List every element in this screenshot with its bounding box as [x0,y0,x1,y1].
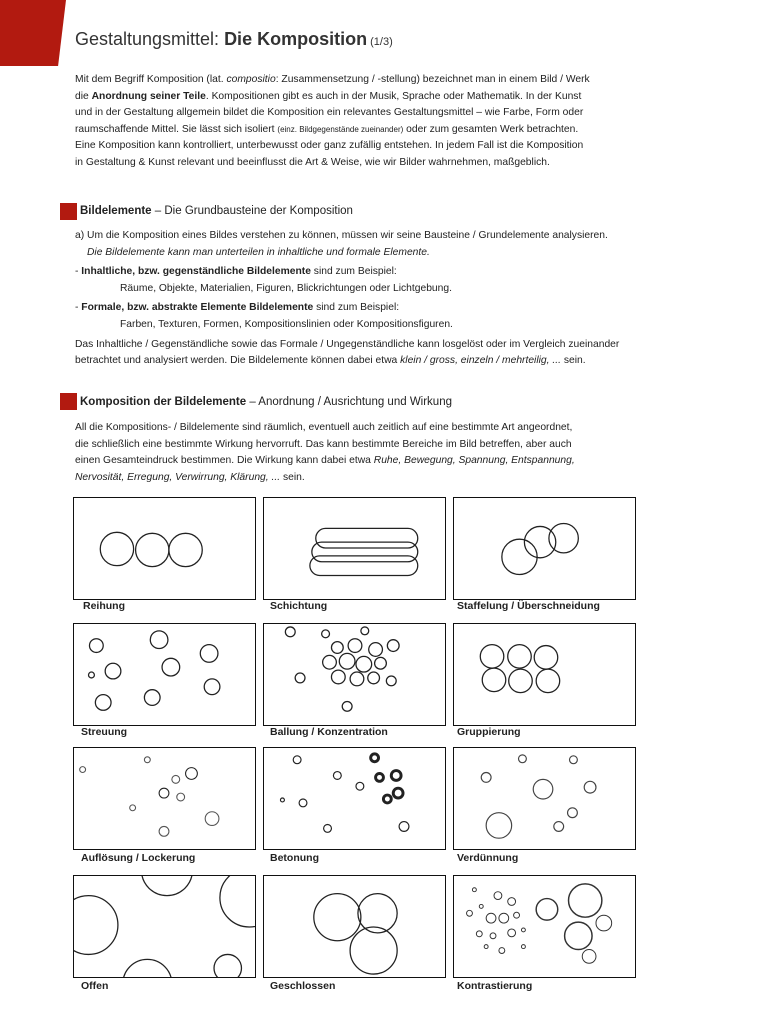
example-label: Reihung [83,600,125,612]
section-bildelemente-text: a) Um die Komposition eines Bildes verstehen zu können, müssen wir seine Bausteine / Grundelemente analysieren. Die Bildelemente kann man unterteilen in inhaltliche und formale Elemente. - Inhaltliche, bzw. gegenständliche Bildelemente sind zum Beispiel: Räume, Objekte, Materialien, Figuren, Blickrichtungen oder Lichtgebung. - Formale, bzw. abstrakte Elemente Bildelemente sind zum Beispiel: Farben, Texturen, Formen, Kompositionslinien oder Kompositionsfiguren. Das Inhaltliche / Gegenständliche sowie das Formale / Ungegenständliche kann losgelöst oder im Vergleich zueinander betrachtet und analysiert werden. Die Bildelemente können dabei etwa klein / gross, einzeln / mehrteilig, ... sein. [75,230,620,367]
example-label: Staffelung / Überschneidung [457,600,600,612]
example-label: Gruppierung [457,726,521,738]
example-kontrastierung [453,875,636,978]
intro-paragraph: Mit dem Begriff Komposition (lat. compositio: Zusammensetzung / -stellung) bezeichnet man in einem Bild / Werk die Anordnung seiner Teile. Kompositionen gibt es auch in der Musik, Sprache oder Mathematik. In der Kunst und in der Gestaltung allgemein bildet die Komposition ein relevantes Gestaltungsmittel – wie Farbe, Form oder raumschaffende Mittel. Sie lässt sich isoliert (einz. Bildgegenstände zueinander) oder zum gesamten Werk betrachten. Eine Komposition kann kontrolliert, unterbewusst oder ganz zufällig entstehen. In jedem Fall ist die Komposition in Gestaltung & Kunst relevant und beeinflusst die Art & Weise, wie wir Bilder wahrnehmen, maßgeblich. [75,74,590,168]
example-label: Geschlossen [270,980,336,992]
section-heading-komposition: Komposition der Bildelemente – Anordnung / Ausrichtung und Wirkung [80,396,452,408]
example-verduennung [453,747,636,850]
corner-accent [0,0,66,66]
example-offen [73,875,256,978]
example-streuung [73,623,256,726]
section-heading-bildelemente: Bildelemente – Die Grundbausteine der Komposition [80,205,353,217]
example-ballung [263,623,446,726]
example-staffelung [453,497,636,600]
example-gruppierung [453,623,636,726]
example-label: Streuung [81,726,128,738]
example-geschlossen [263,875,446,978]
example-aufloesung [73,747,256,850]
section-komposition-text: All die Kompositions- / Bildelemente sind räumlich, eventuell auch zeitlich auf eine bestimmte Art angeordnet, die schließlich eine bestimmte Wirkung hervorruft. Das kann bestimmte Bereiche im Bild betreffen, aber auch einen Gesamteindruck bestimmen. Die Wirkung kann dabei etwa Ruhe, Bewegung, Spannung, Entspannung, Nervosität, Erregung, Verwirrung, Klärung, ... sein. [75,422,575,483]
section-marker-icon [60,203,77,220]
example-label: Auflösung / Lockerung [81,852,196,864]
example-label: Schichtung [270,600,328,612]
example-label: Ballung / Konzentration [270,726,388,738]
example-reihung [73,497,256,600]
example-label: Kontrastierung [457,980,533,992]
example-label: Offen [81,980,109,992]
page-title: Gestaltungsmittel: Die Komposition (1/3) [75,29,393,49]
example-label: Betonung [270,852,319,864]
section-marker-icon [60,393,77,410]
example-label: Verdünnung [457,852,519,864]
composition-examples-grid [73,497,638,997]
example-betonung [263,747,446,850]
example-schichtung [263,497,446,600]
